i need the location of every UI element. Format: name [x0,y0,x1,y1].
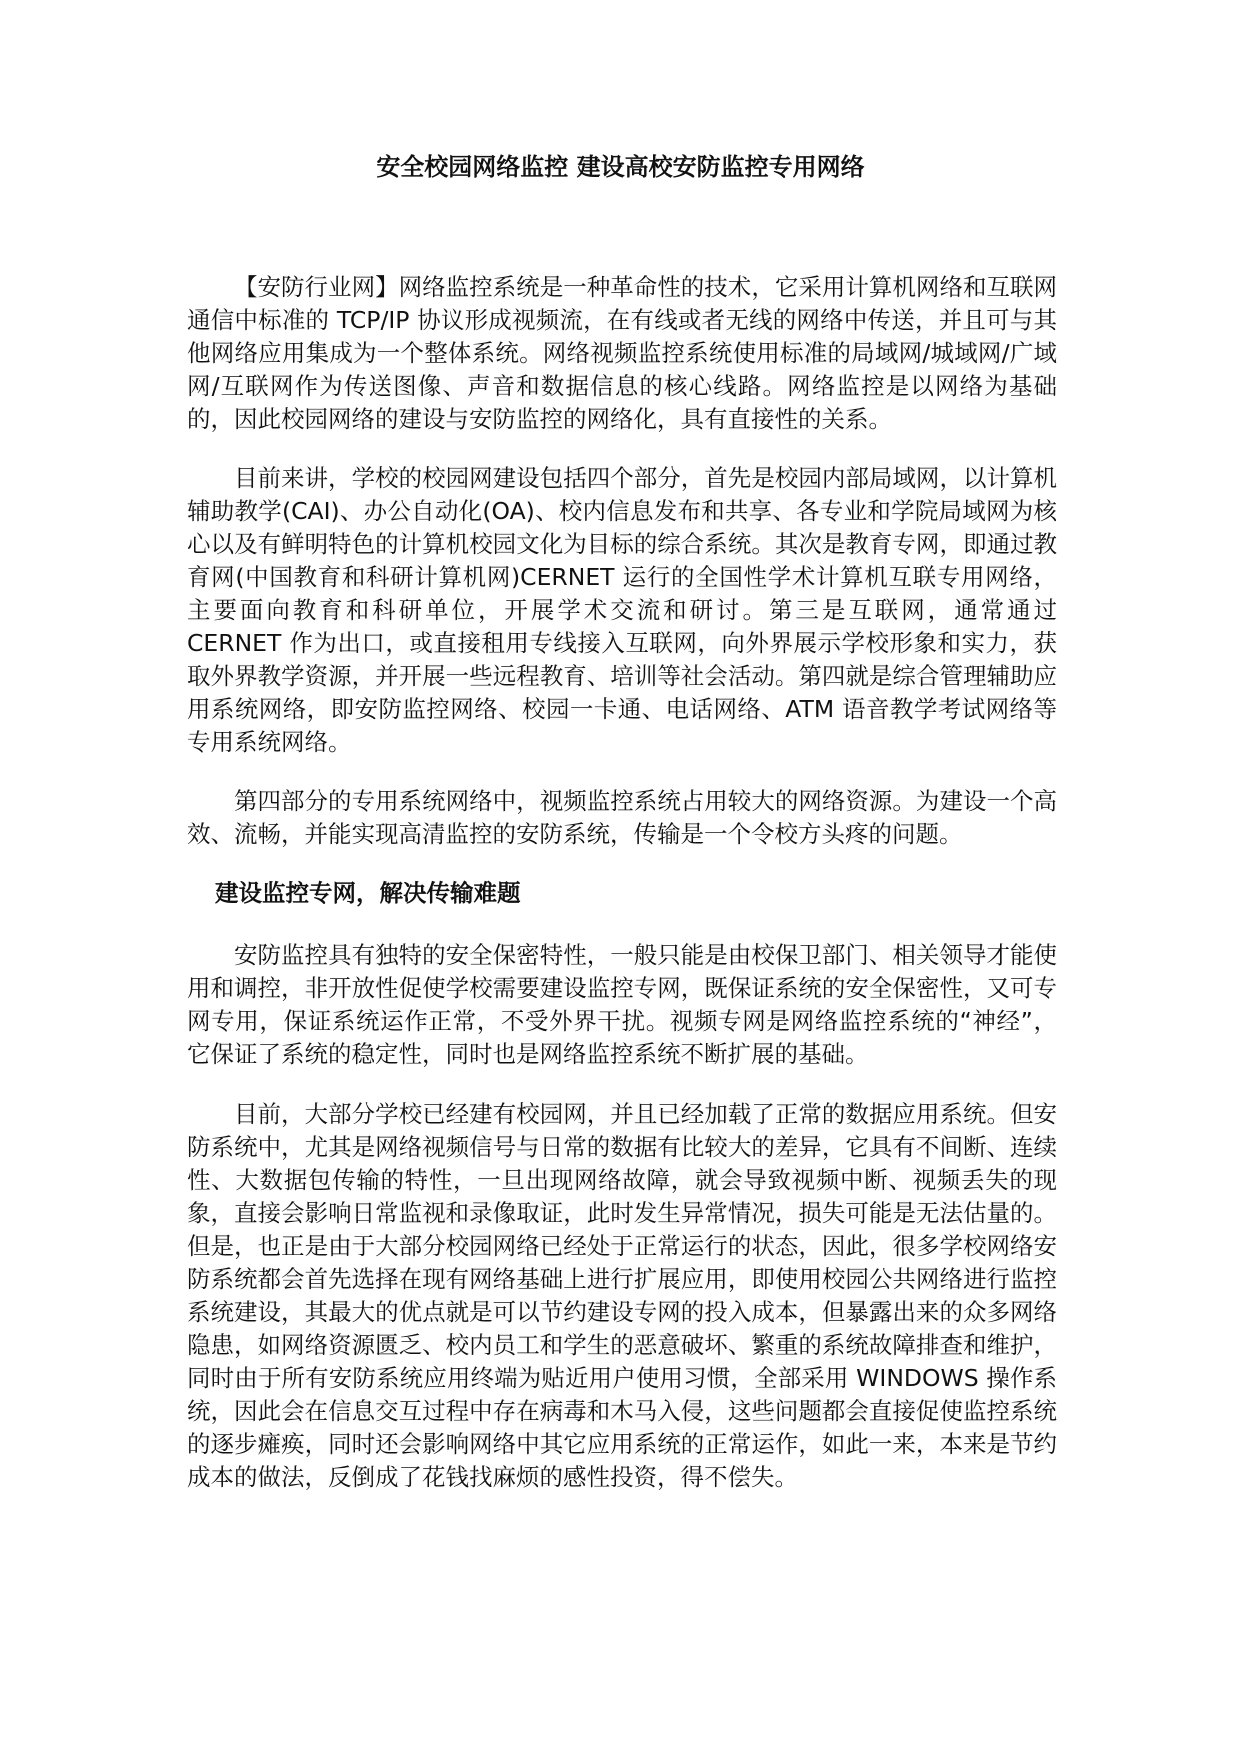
paragraph-security: 安防监控具有独特的安全保密特性，一般只能是由校保卫部门、相关领导才能使用和调控，非开放性促使学校需要建设监控专网，既保证系统的安全保密性，又可专网专用，保证系统运作正常，不受外界干扰。视频专网是网络监控系统的“神经”，它保证了系统的稳定性，同时也是网络监控系统不断扩展的基础。 [187,941,1057,1068]
section-heading: 建设监控专网，解决传输难题 [215,879,521,907]
paragraph-intro: 【安防行业网】网络监控系统是一种革命性的技术，它采用计算机网络和互联网通信中标准的 TCP/IP 协议形成视频流，在有线或者无线的网络中传送，并且可与其他网络应用集成为一个整体系统。网络视频监控系统使用标准的局域网/城域网/广域网/互联网作为传送图像、声音和数据信息的核心线路。网络监控是以网络为基础的，因此校园网络的建设与安防监控的网络化，具有直接性的关系。 [187,273,1057,433]
paragraph-current-status: 目前，大部分学校已经建有校园网，并且已经加载了正常的数据应用系统。但安防系统中，尤其是网络视频信号与日常的数据有比较大的差异，它具有不间断、连续性、大数据包传输的特性，一旦出现网络故障，就会导致视频中断、视频丢失的现象，直接会影响日常监视和录像取证，此时发生异常情况，损失可能是无法估量的。但是，也正是由于大部分校园网络已经处于正常运行的状态，因此，很多学校网络安防系统都会首先选择在现有网络基础上进行扩展应用，即使用校园公共网络进行监控系统建设，其最大的优点就是可以节约建设专网的投入成本，但暴露出来的众多网络隐患，如网络资源匮乏、校内员工和学生的恶意破坏、繁重的系统故障排查和维护，同时由于所有安防系统应用终端为贴近用户使用习惯，全部采用 WINDOWS 操作系统，因此会在信息交互过程中存在病毒和木马入侵，这些问题都会直接促使监控系统的逐步瘫痪，同时还会影响网络中其它应用系统的正常运作，如此一来，本来是节约成本的做法，反倒成了花钱找麻烦的感性投资，得不偿失。 [187,1100,1057,1491]
paragraph-fourth-part: 第四部分的专用系统网络中，视频监控系统占用较大的网络资源。为建设一个高效、流畅，并能实现高清监控的安防系统，传输是一个令校方头疼的问题。 [187,787,1057,848]
paragraph-campus-network: 目前来讲，学校的校园网建设包括四个部分，首先是校园内部局域网，以计算机辅助教学(CAI)、办公自动化(OA)、校内信息发布和共享、各专业和学院局域网为核心以及有鲜明特色的计算机校园文化为目标的综合系统。其次是教育专网，即通过教育网(中国教育和科研计算机网)CERNET 运行的全国性学术计算机互联专用网络，主要面向教育和科研单位，开展学术交流和研讨。第三是互联网，通常通过 CERNET 作为出口，或直接租用专线接入互联网，向外界展示学校形象和实力，获取外界教学资源，并开展一些远程教育、培训等社会活动。第四就是综合管理辅助应用系统网络，即安防监控网络、校园一卡通、电话网络、ATM 语音教学考试网络等专用系统网络。 [187,464,1057,756]
document-title: 安全校园网络监控 建设高校安防监控专用网络 [376,153,865,181]
